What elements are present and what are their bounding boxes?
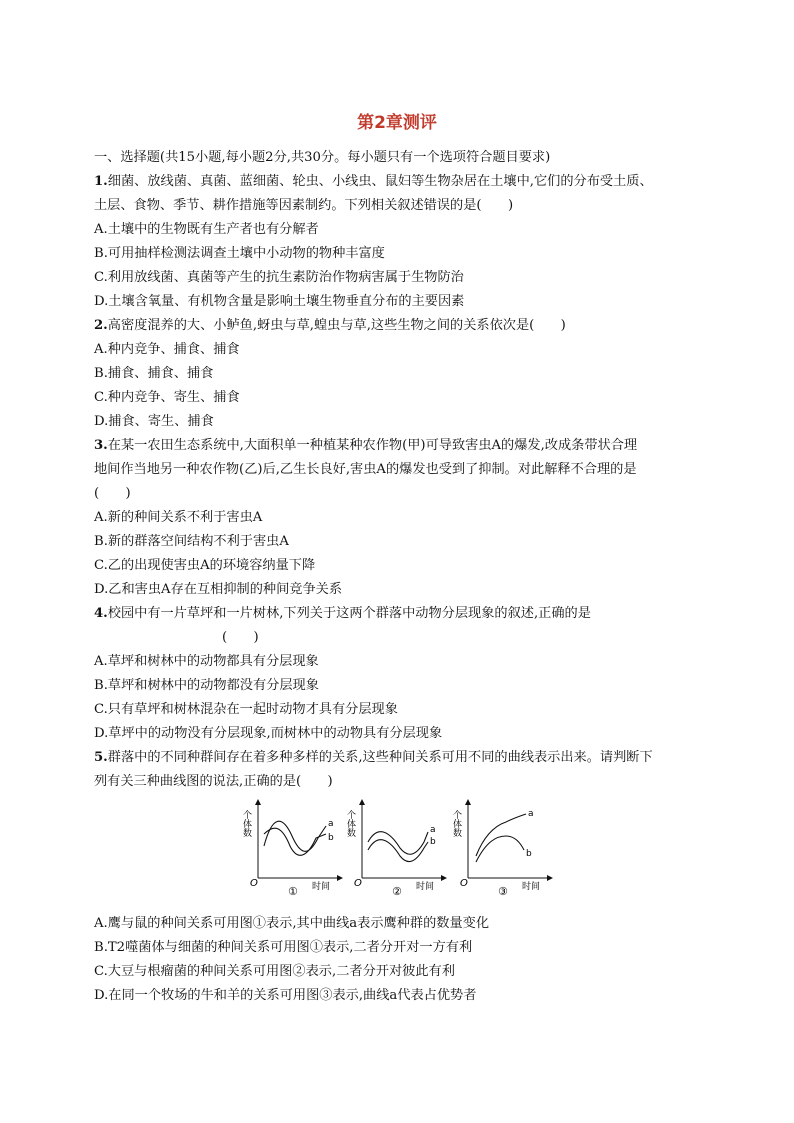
option-c: C.利用放线菌、真菌等产生的抗生素防治作物病害属于生物防治 — [94, 270, 464, 285]
curve-a-label: a — [528, 809, 534, 819]
option-b: B.T2噬菌体与细菌的种间关系可用图①表示,二者分开对一方有利 — [94, 940, 473, 955]
origin-label: O — [354, 878, 362, 889]
answer-bracket: ( ) — [222, 630, 259, 645]
option-a: A.新的种间关系不利于害虫A — [94, 510, 263, 525]
answer-bracket: ( ) — [94, 486, 131, 501]
y-axis-label: 个体数 — [241, 810, 251, 837]
option-a: A.草坪和树林中的动物都具有分层现象 — [94, 654, 319, 669]
option-c: C.大豆与根瘤菌的种间关系可用图②表示,二者分开对彼此有利 — [94, 964, 455, 979]
option-b: B.捕食、捕食、捕食 — [94, 366, 214, 381]
curve-a — [368, 832, 428, 855]
curve-b-label: b — [328, 833, 334, 843]
option-c: C.只有草坪和树林混杂在一起时动物才具有分层现象 — [94, 702, 398, 717]
question-text: 群落中的不同种群间存在着多种多样的关系,这些种间关系可用不同的曲线表示出来。请判断下 — [107, 750, 653, 765]
question-1-stem-cont: 土层、食物、季节、耕作措施等因素制约。下列相关叙述错误的是( ) — [94, 198, 514, 213]
question-5-stem — [94, 748, 704, 768]
question-text: 高密度混养的大、小鲈鱼,蚜虫与草,蝗虫与草,这些生物之间的关系依次是( ) — [107, 318, 566, 333]
question-text: 在某一农田生态系统中,大面积单一种植某种农作物(甲)可导致害虫A的爆发,改成条带状合理 — [107, 438, 638, 453]
section-heading: 一、选择题(共15小题,每小题2分,共30分。每小题只有一个选项符合题目要求) — [94, 150, 551, 165]
page-title: 第2章测评 — [357, 113, 437, 133]
population-curves-figure — [236, 796, 556, 900]
option-b: B.草坪和树林中的动物都没有分层现象 — [94, 678, 319, 693]
panel-number: ① — [288, 885, 298, 896]
question-number: 3. — [94, 438, 108, 453]
curve-a — [264, 821, 326, 851]
curve-b — [368, 840, 428, 862]
question-4-stem — [94, 604, 704, 624]
x-axis-label: 时间 — [522, 882, 541, 892]
question-5-stem-cont: 列有关三种曲线图的说法,正确的是( ) — [94, 774, 333, 789]
curves-svg — [236, 796, 556, 896]
origin-label: O — [460, 878, 468, 889]
option-c: C.乙的出现使害虫A的环境容纳量下降 — [94, 558, 316, 573]
graph-panel-1 — [241, 802, 340, 896]
question-text: 校园中有一片草坪和一片树林,下列关于这两个群落中动物分层现象的叙述,正确的是 — [107, 606, 591, 621]
option-d: D.土壤含氧量、有机物含量是影响土壤生物垂直分布的主要因素 — [94, 294, 465, 309]
y-axis-label: 个体数 — [451, 810, 461, 837]
curve-b-label: b — [526, 849, 532, 859]
question-3-stem-cont: 地间作当地另一种农作物(乙)后,乙生长良好,害虫A的爆发也受到了抑制。对此解释不合理的是 — [94, 462, 637, 477]
question-number: 4. — [94, 606, 108, 621]
graph-panel-2 — [345, 802, 444, 896]
question-2-stem — [94, 316, 704, 336]
option-b: B.可用抽样检测法调查土壤中小动物的物种丰富度 — [94, 246, 385, 261]
curve-b-label: b — [430, 837, 436, 847]
x-axis-label: 时间 — [416, 882, 435, 892]
question-text: 细菌、放线菌、真菌、蓝细菌、轮虫、小线虫、鼠妇等生物杂居在土壤中,它们的分布受土质、 — [107, 174, 653, 189]
option-a: A.种内竞争、捕食、捕食 — [94, 342, 240, 357]
origin-label: O — [250, 878, 258, 889]
option-d: D.捕食、寄生、捕食 — [94, 414, 214, 429]
question-number: 2. — [94, 318, 108, 333]
y-axis-label: 个体数 — [345, 810, 355, 837]
panel-number: ② — [392, 885, 402, 896]
option-b: B.新的群落空间结构不利于害虫A — [94, 534, 289, 549]
x-axis-label: 时间 — [312, 882, 331, 892]
graph-panel-3 — [451, 802, 550, 896]
option-a: A.土壤中的生物既有生产者也有分解者 — [94, 222, 319, 237]
curve-a-label: a — [328, 819, 334, 829]
question-1-stem — [94, 172, 704, 192]
question-number: 1. — [94, 174, 108, 189]
option-a: A.鹰与鼠的种间关系可用图①表示,其中曲线a表示鹰种群的数量变化 — [94, 916, 490, 931]
curve-b — [476, 836, 524, 862]
option-c: C.种内竞争、寄生、捕食 — [94, 390, 240, 405]
question-3-stem — [94, 436, 704, 456]
option-d: D.草坪中的动物没有分层现象,而树林中的动物具有分层现象 — [94, 726, 443, 741]
option-d: D.乙和害虫A存在互相抑制的种间竞争关系 — [94, 582, 343, 597]
curve-a-label: a — [430, 825, 436, 835]
question-number: 5. — [94, 750, 108, 765]
panel-number: ③ — [498, 885, 508, 896]
option-d: D.在同一个牧场的牛和羊的关系可用图③表示,曲线a代表占优势者 — [94, 988, 477, 1003]
